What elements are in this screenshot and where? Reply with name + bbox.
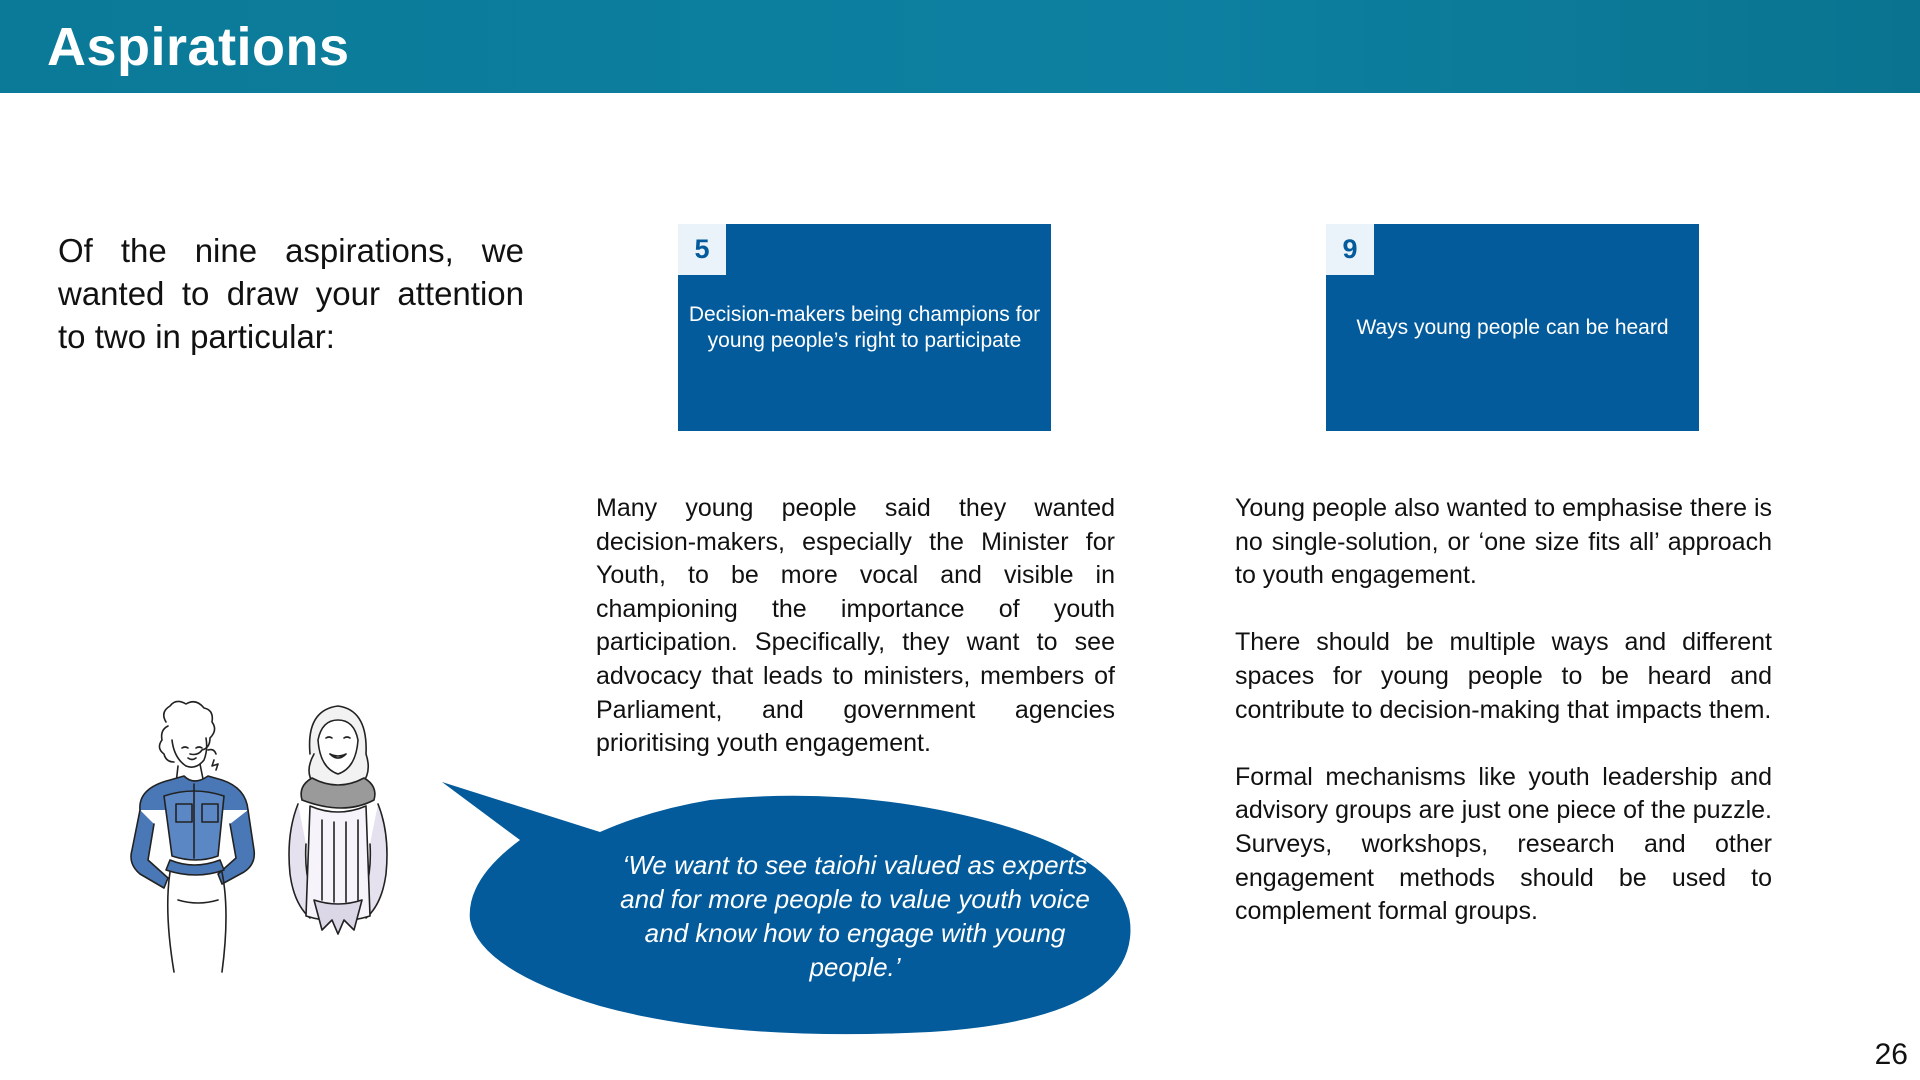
page-title: Aspirations: [47, 17, 350, 77]
intro-text: Of the nine aspirations, we wanted to draw your attention to two in particular:: [58, 232, 524, 355]
aspiration-card-5: [678, 224, 1051, 431]
young-people-illustration: [78, 700, 468, 980]
person-hijab-icon: [289, 706, 387, 934]
aspiration-number-9: 9: [1326, 224, 1374, 275]
aspiration-5-paragraph: Many young people said they wanted decision-makers, especially the Minister for Youth, to be more vocal and visible in championing the importance of youth participation. Specifically, they want to see advocacy that leads to ministers, members of Parliament, and government agencies prioritising youth engagement.: [596, 494, 1115, 758]
aspiration-9-paragraph-1: Young people also wanted to emphasise there is no single-solution, or ‘one size fits all’ approach to youth engagement.: [1235, 494, 1772, 590]
page-number: 26: [1874, 1038, 1908, 1071]
aspiration-title-9: Ways young people can be heard: [1356, 315, 1669, 339]
aspiration-card-9: [1326, 224, 1699, 431]
header-bar: [0, 0, 1920, 93]
quote-text: ‘We want to see taiohi valued as experts and for more people to value youth voice and know how to engage with young people.’: [620, 850, 1090, 982]
aspiration-9-paragraph-2: There should be multiple ways and different spaces for young people to be heard and contribute to decision-making that impacts them.: [1235, 628, 1772, 724]
aspiration-9-body: [1235, 492, 1772, 929]
aspiration-9-paragraph-3: Formal mechanisms like youth leadership and advisory groups are just one piece of the puzzle. Surveys, workshops, research and other engagement methods should be used to complement formal groups.: [1235, 762, 1772, 926]
person-curly-hair-icon: [131, 701, 254, 972]
aspiration-5-body: [596, 492, 1115, 761]
aspiration-number-5: 5: [678, 224, 726, 275]
aspiration-title-5: Decision-makers being champions for young people’s right to participate: [688, 302, 1041, 352]
